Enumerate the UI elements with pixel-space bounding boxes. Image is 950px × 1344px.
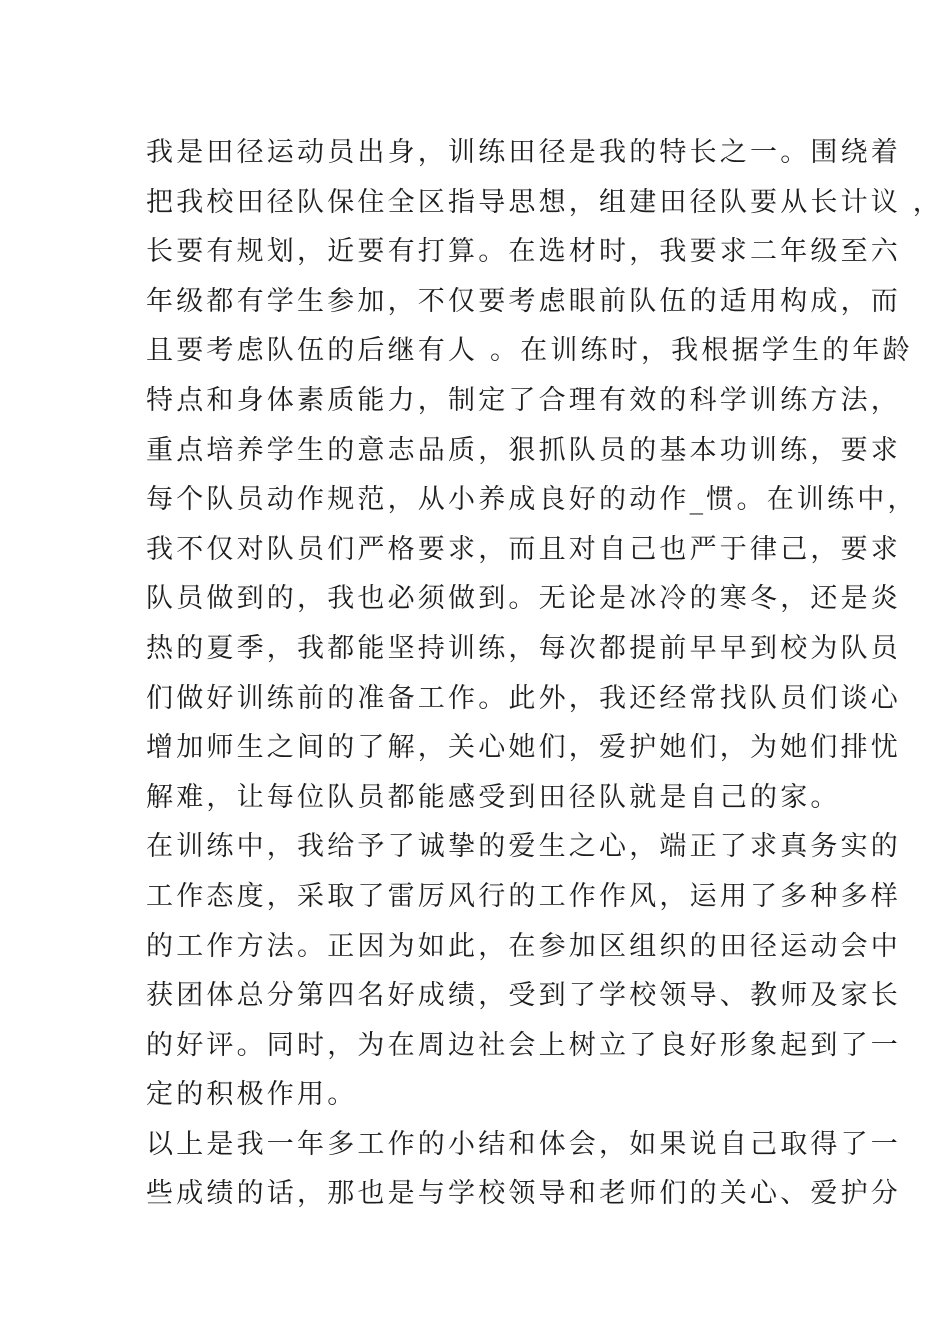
text-line: 以上是我一年多工作的小结和体会，如果说自己取得了一 xyxy=(146,1128,901,1160)
text-line: 获团体总分第四名好成绩，受到了学校领导、教师及家长 xyxy=(146,980,901,1012)
text-line: 解难，让每位队员都能感受到田径队就是自己的家。 xyxy=(146,781,841,813)
text-line: 的好评。同时，为在周边社会上树立了良好形象起到了一 xyxy=(146,1029,901,1061)
text-line: 我是田径运动员出身，训练田径是我的特长之一。围绕着 xyxy=(146,137,901,168)
text-line: 特点和身体素质能力，制定了合理有效的科学训练方法， xyxy=(146,384,901,416)
text-line: 长要有规划，近要有打算。在选材时，我要求二年级至六 xyxy=(146,236,901,268)
text-line: 把我校田径队保住全区指导思想，组建田径队要从长计议 ， xyxy=(146,186,943,218)
text-line: 增加师生之间的了解，关心她们，爱护她们，为她们排忧 xyxy=(146,732,901,764)
text-line: 我不仅对队员们严格要求，而且对自己也严于律己，要求 xyxy=(146,533,901,565)
text-line: 定的积极作用。 xyxy=(146,1079,358,1111)
text-line: 重点培养学生的意志品质，狠抓队员的基本功训练，要求 xyxy=(146,434,901,466)
text-line: 工作态度，采取了雷厉风行的工作作风，运用了多种多样 xyxy=(146,880,901,912)
text-line: 年级都有学生参加，不仅要考虑眼前队伍的适用构成，而 xyxy=(146,285,901,317)
text-line: 在训练中，我给予了诚挚的爱生之心，端正了求真务实的 xyxy=(146,831,901,863)
text-line: 每个队员动作规范，从小养成良好的动作_惯。在训练中， xyxy=(146,484,918,516)
text-line: 且要考虑队伍的后继有人 。在训练时，我根据学生的年龄 xyxy=(146,335,913,367)
text-line: 些成绩的话，那也是与学校领导和老师们的关心、爱护分 xyxy=(146,1178,901,1210)
text-line: 们做好训练前的准备工作。此外，我还经常找队员们谈心 xyxy=(146,682,901,714)
text-line: 队员做到的，我也必须做到。无论是冰冷的寒冬，还是炎 xyxy=(146,583,901,615)
text-line: 的工作方法。正因为如此，在参加区组织的田径运动会中 xyxy=(146,930,901,962)
body-text xyxy=(146,128,943,1219)
text-line: 热的夏季，我都能坚持训练，每次都提前早早到校为队员 xyxy=(146,632,901,664)
